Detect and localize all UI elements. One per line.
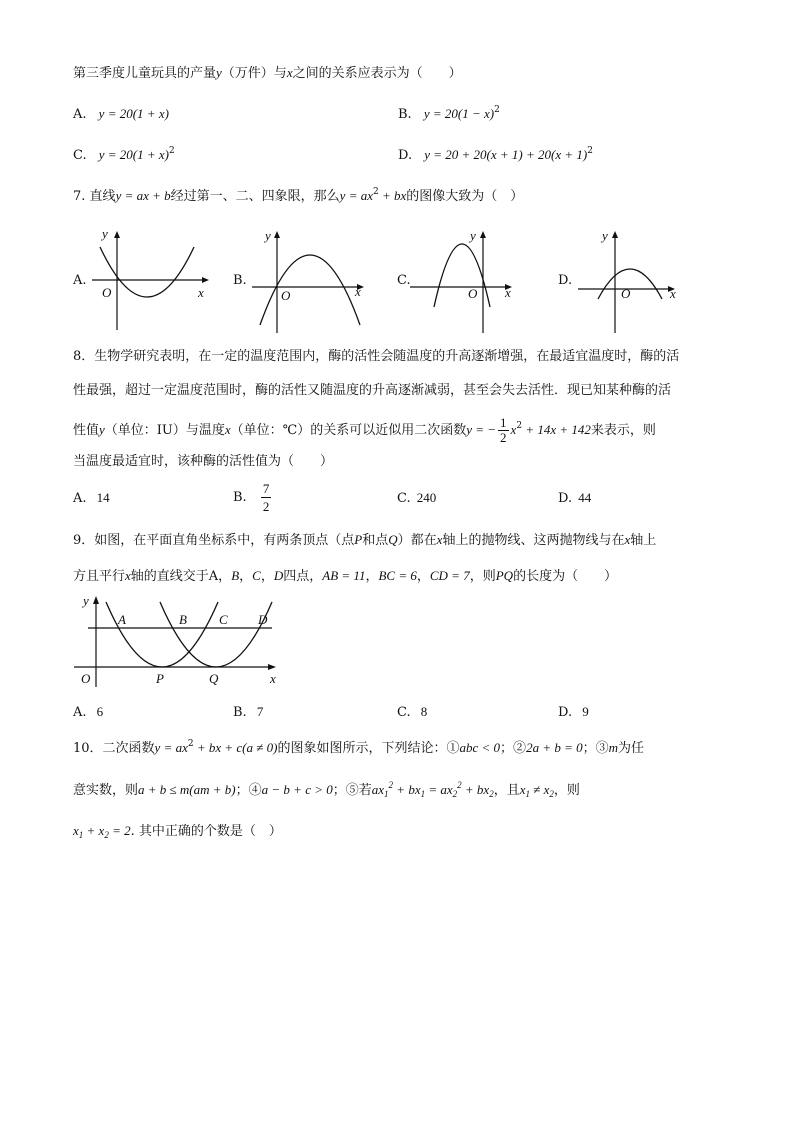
q9-text-d: 轴上的抛物线、这两抛物线与在 [442, 533, 625, 548]
option-label: D. [398, 148, 413, 163]
q9-option-b[interactable] [233, 702, 263, 723]
q9-cd: CD = 7 [429, 568, 470, 583]
option-exp: 2 [587, 146, 593, 156]
q8-line-3 [73, 415, 656, 446]
option-value: 44 [578, 490, 592, 505]
q10-eq-2: + bx + c(a ≠ 0) [193, 740, 278, 755]
q8-fraction [498, 416, 509, 445]
q8-text-a: 性值 [73, 423, 100, 438]
q8-var-x: x [224, 422, 231, 437]
parabola [434, 244, 490, 307]
q9-var-x3: x [125, 568, 131, 583]
q7-curve-exp: 2 [372, 187, 379, 197]
q6-stem [73, 63, 462, 84]
fraction-denominator: 2 [500, 430, 507, 445]
origin-label: O [81, 671, 91, 686]
q7-text-1: 直线 [89, 189, 116, 204]
parabola [260, 255, 360, 325]
option-label: C. [73, 148, 87, 163]
q9-sep-3: ， [365, 569, 379, 584]
point-q-label: Q [209, 671, 219, 686]
q6-option-a[interactable] [73, 104, 169, 125]
option-label: A. [73, 491, 87, 506]
q6-text-2: （万件）与 [221, 66, 287, 81]
fraction-numerator: 7 [262, 481, 270, 496]
q6-option-d[interactable] [398, 145, 593, 166]
q7-curve-eq: y = ax [339, 188, 373, 203]
q8-func-c: + 14x + 142 [522, 422, 591, 437]
q9-point-d: D [273, 568, 284, 583]
x-label: x [198, 285, 204, 300]
q10-text-b: 的图象如图所示，下列结论：① [277, 741, 460, 756]
option-label: A. [73, 705, 87, 720]
y-label: y [265, 228, 271, 243]
option-label: A. [73, 107, 87, 122]
x-axis-arrow-icon [202, 277, 209, 283]
q6-option-b[interactable] [398, 104, 500, 125]
option-value: 14 [96, 490, 110, 505]
q9-var-p: P [354, 532, 363, 547]
graph-label: C. [397, 273, 411, 288]
q8-option-d[interactable] [558, 488, 591, 509]
option-value: 8 [420, 704, 428, 719]
q7-text-3: 的图像大致为（ ） [406, 189, 524, 204]
q9-var-x2: x [624, 532, 631, 547]
q10-text-g: ；④ [235, 783, 262, 798]
q6-option-c[interactable] [73, 145, 175, 166]
q10-line-1 [73, 738, 644, 759]
option-value: 6 [96, 704, 104, 719]
option-value: 9 [582, 704, 589, 719]
q10-c6: $x_1 \ne x_2$ [519, 782, 554, 799]
y-label: y [83, 593, 89, 608]
point-d-label: D [258, 612, 268, 627]
option-fraction [261, 480, 272, 515]
q7-graph-a[interactable] [92, 225, 217, 335]
q10-c1: abc < 0 [459, 740, 501, 755]
q7-number: 7. [73, 189, 86, 204]
x-label: x [355, 284, 361, 299]
q9-line-1 [73, 530, 656, 551]
q9-text-f: 方且平行 [73, 569, 126, 584]
q7-graph-d-label[interactable] [558, 271, 572, 291]
q9-line-2 [73, 566, 617, 587]
q8-func-a: y = − [466, 422, 497, 437]
fraction-numerator: 1 [500, 415, 507, 430]
y-label: y [470, 228, 476, 243]
q9-option-d[interactable] [558, 702, 589, 723]
q7-line-eq: y = ax + b [115, 188, 171, 203]
q8-func-exp: 2 [516, 421, 523, 431]
q9-text-b: 和点 [362, 533, 389, 548]
q10-line-3 [73, 821, 282, 842]
q7-graph-c[interactable] [410, 225, 525, 335]
q9-text-a: 9．如图，在平面直角坐标系中，有两条顶点（点 [73, 533, 355, 548]
q8-line-1: 8．生物学研究表明，在一定的温度范围内，酶的活性会随温度的升高逐渐增强，在最适宜温度时，酶的活 [73, 349, 680, 364]
q10-eq-exp: 2 [187, 739, 194, 749]
x-axis-arrow-icon [268, 664, 276, 670]
option-expr: y = 20(1 + x) [98, 147, 170, 162]
q6-var-x: x [286, 65, 293, 80]
q9-point-c: C [252, 568, 261, 583]
q8-func-b: x [510, 422, 517, 437]
q9-pq: PQ [495, 568, 514, 583]
q8-text-b: （单位：IU）与温度 [104, 423, 225, 438]
q10-text-f: 意实数，则 [73, 783, 139, 798]
x-label: x [670, 286, 676, 301]
q10-text-d: ；③ [582, 741, 609, 756]
parabola [100, 247, 194, 297]
q9-sep-1: ， [239, 569, 253, 584]
q10-c5: $ax_1^2 + bx_1 = ax_2^2 + bx_2$ [371, 780, 494, 799]
option-exp: 2 [169, 146, 175, 156]
q7-graph-c-label[interactable] [397, 271, 411, 291]
q9-var-q: Q [388, 532, 398, 547]
q7-graph-a-label[interactable] [73, 271, 87, 291]
option-label: D. [558, 491, 573, 506]
q9-option-c[interactable] [397, 702, 427, 723]
q10-c3: a + b ≤ m(am + b) [138, 782, 236, 797]
point-p-label: P [156, 671, 164, 686]
q9-sep-2: ， [260, 569, 274, 584]
q9-ab: AB = 11 [322, 568, 366, 583]
q7-text-2: 经过第一、二、四象限，那么 [170, 189, 340, 204]
q9-point-b: B [231, 568, 240, 583]
q10-c7: $x_1 + x_2 = 2$ [73, 823, 131, 840]
parabola-q [160, 602, 272, 667]
q8-text-c: （单位：℃）的关系可以近似用二次函数 [230, 423, 467, 438]
x-label: x [270, 671, 276, 686]
q7-curve-eq-b: + bx [378, 188, 407, 203]
q9-text-c: ）都在 [397, 533, 437, 548]
q10-var-m: m [608, 740, 619, 755]
y-axis-arrow-icon [480, 231, 486, 238]
q8-line-2: 性最强，超过一定温度范围时，酶的活性又随温度的升高逐渐减弱，甚至会失去活性．现已知某种酶的活 [73, 383, 672, 398]
option-label: C. [397, 491, 411, 506]
graph-label: B. [233, 273, 247, 288]
q6-var-y: y [216, 65, 222, 80]
option-exp: 2 [494, 105, 500, 115]
q10-text-i: ，则 [553, 783, 580, 798]
q8-option-a[interactable] [73, 488, 110, 509]
option-label: D. [558, 705, 573, 720]
q9-text-e: 轴上 [630, 533, 657, 548]
point-b-label: B [179, 612, 187, 627]
q9-option-a[interactable] [73, 702, 103, 723]
graph-label: D. [558, 273, 573, 288]
q10-text-j: . 其中正确的个数是（ ） [130, 824, 282, 839]
q7-graph-b-label[interactable] [233, 271, 247, 291]
q7-stem [73, 186, 523, 207]
origin-label: O [621, 286, 631, 301]
option-label: B. [233, 490, 247, 505]
q6-text-3: 之间的关系应表示为（ ） [292, 66, 462, 81]
q8-var-y: y [99, 422, 105, 437]
q10-line-2: 意实数，则a + b ≤ m(am + b)；④a − b + c > 0；⑤若$ax_1^2 + bx_1 = ax_2^2 + bx_2$，且$x_1 \ne x_2$，则 [73, 780, 580, 799]
q9-bc: BC = 6 [378, 568, 417, 583]
q10-eq-1: y = ax [154, 740, 188, 755]
q8-text-d: 来表示，则 [590, 423, 656, 438]
option-label: C. [397, 705, 411, 720]
q7-graph-d[interactable] [578, 225, 688, 335]
q10-text-a: 10．二次函数 [73, 741, 155, 756]
q6-text-1: 第三季度儿童玩具的产量 [73, 66, 217, 81]
y-axis-arrow-icon [114, 231, 120, 238]
fraction-denominator: 2 [262, 499, 270, 514]
q9-var-x: x [436, 532, 443, 547]
y-axis-arrow-icon [93, 596, 99, 604]
y-axis-arrow-icon [612, 231, 618, 238]
q8-option-c[interactable] [397, 488, 436, 509]
option-label: B. [398, 107, 412, 122]
q8-option-b[interactable] [233, 478, 273, 518]
option-value: 7 [256, 704, 264, 719]
q9-text-j: 的长度为（ ） [513, 569, 618, 584]
q9-sep-4: ， [416, 569, 430, 584]
q9-text-g: 轴的直线交于A， [130, 569, 232, 584]
option-expr: y = 20(1 − x) [423, 106, 495, 121]
q8-line-4: 当温度最适宜时，该种酶的活性值为（ ） [73, 454, 334, 469]
origin-label: O [102, 285, 112, 300]
option-label: B. [233, 705, 247, 720]
q9-figure [72, 590, 287, 690]
q9-text-h: 四点， [283, 569, 323, 584]
x-label: x [505, 285, 511, 300]
q10-text-h: ，且 [493, 783, 520, 798]
graph-label: A. [73, 273, 87, 288]
y-label: y [602, 228, 608, 243]
option-expr: y = 20 + 20(x + 1) + 20(x + 1) [424, 147, 588, 162]
origin-label: O [468, 286, 478, 301]
y-axis-arrow-icon [274, 231, 280, 238]
point-a-label: A [118, 612, 126, 627]
q10-text-c: ；② [500, 741, 527, 756]
origin-label: O [281, 288, 291, 303]
q10-c2: 2a + b = 0 [526, 740, 583, 755]
y-label: y [102, 226, 108, 241]
q9-text-i: ，则 [469, 569, 496, 584]
q7-graph-b[interactable] [252, 225, 377, 335]
option-value: 240 [416, 490, 437, 505]
q10-c4: a − b + c > 0 [261, 782, 333, 797]
point-c-label: C [219, 612, 228, 627]
q10-text-e: 为任 [618, 741, 645, 756]
option-expr: y = 20(1 + x) [98, 106, 169, 121]
